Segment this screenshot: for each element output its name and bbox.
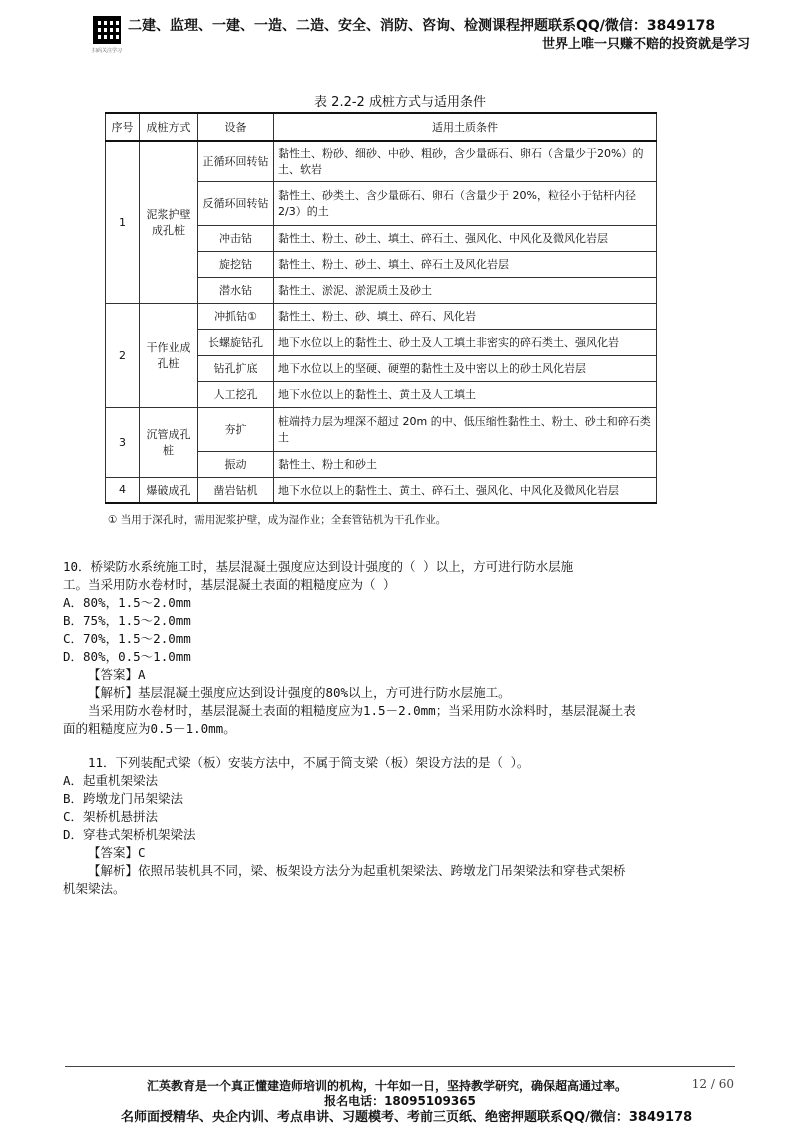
q11-option-b: B．跨墩龙门吊架梁法: [63, 791, 184, 806]
table-row: [106, 477, 657, 503]
equipment-cell: 长螺旋钻孔: [198, 329, 274, 355]
pile-method-table: [105, 112, 657, 504]
table-row: [106, 407, 657, 451]
q11-answer: 【答案】C: [88, 845, 146, 860]
equipment-cell: 潜水钻: [198, 277, 274, 303]
header-equipment: 设备: [198, 113, 274, 141]
table-title: 表 2.2-2 成桩方式与适用条件: [314, 95, 486, 110]
group-method: 沉管成孔桩: [140, 407, 198, 477]
qr-code-icon: [93, 16, 121, 44]
equipment-cell: 正循环回转钻: [198, 141, 274, 181]
group-method: 爆破成孔: [140, 477, 198, 503]
header-condition: 适用土质条件: [274, 113, 657, 141]
condition-cell: 黏性土、砂类土、含少量砾石、卵石（含量少于 20%，粒径小于钻杆内径 2/3）的土: [274, 181, 657, 225]
condition-cell: 黏性土、粉土、砂土、填土、碎石土、强风化、中风化及微风化岩层: [274, 225, 657, 251]
q10-analysis-line3: 面的粗糙度应为0.5－1.0mm。: [63, 721, 236, 736]
footer-divider: [65, 1066, 735, 1067]
equipment-cell: 振动: [198, 451, 274, 477]
q10-stem-line2: 工。当采用防水卷材时，基层混凝土表面的粗糙度应为（ ）: [63, 577, 396, 592]
page-number: 12 / 60: [691, 1077, 734, 1091]
q11-stem: 11．下列装配式梁（板）安装方法中，不属于简支梁（板）架设方法的是（ ）。: [88, 755, 530, 770]
condition-cell: 黏性土、淤泥、淤泥质土及砂土: [274, 277, 657, 303]
table-row: [106, 141, 657, 181]
q10-analysis-line2: 当采用防水卷材时，基层混凝土表面的粗糙度应为1.5－2.0mm；当采用防水涂料时，基层混凝土表: [88, 703, 636, 718]
header-method: 成桩方式: [140, 113, 198, 141]
equipment-cell: 人工挖孔: [198, 381, 274, 407]
q10-option-b: B．75%，1.5～2.0mm: [63, 613, 191, 628]
header-slogan: 世界上唯一只赚不赔的投资就是学习: [541, 37, 750, 52]
page-header: [0, 0, 800, 62]
equipment-cell: 冲抓钻①: [198, 303, 274, 329]
header-contact-line: 二建、监理、一建、一造、二造、安全、消防、咨询、检测课程押题联系QQ/微信：3849178: [128, 18, 716, 34]
equipment-cell: 冲击钻: [198, 225, 274, 251]
equipment-cell: 凿岩钻机: [198, 477, 274, 503]
q10-analysis-line1: 【解析】基层混凝土强度应达到设计强度的80%以上，方可进行防水层施工。: [88, 685, 511, 700]
table-row: [106, 303, 657, 329]
q10-answer: 【答案】A: [88, 667, 146, 682]
footer-contact-line: 名师面授精华、央企内训、考点串讲、习题模考、考前三页纸、绝密押题联系QQ/微信：3849178: [121, 1110, 693, 1125]
equipment-cell: 反循环回转钻: [198, 181, 274, 225]
q10-option-c: C．70%，1.5～2.0mm: [63, 631, 191, 646]
equipment-cell: 旋挖钻: [198, 251, 274, 277]
q11-analysis-line2: 机架梁法。: [63, 881, 126, 896]
table-header-row: [106, 113, 657, 141]
q11-analysis-line1: 【解析】依照吊装机具不同，梁、板架设方法分为起重机架梁法、跨墩龙门吊架梁法和穿巷式架桥: [88, 863, 626, 878]
group-no: 4: [106, 477, 140, 503]
footer-slogan: 汇英教育是一个真正懂建造师培训的机构，十年如一日，坚持教学研究，确保超高通过率。: [147, 1079, 628, 1093]
group-no: 3: [106, 407, 140, 477]
condition-cell: 黏性土、粉砂、细砂、中砂、粗砂，含少量砾石、卵石（含量少于20%）的土、软岩: [274, 141, 657, 181]
question-section: [63, 558, 743, 898]
q10-stem-line1: 10．桥梁防水系统施工时，基层混凝土强度应达到设计强度的（ ）以上，方可进行防水层施: [63, 559, 574, 574]
condition-cell: 地下水位以上的黏性土、黄土及人工填土: [274, 381, 657, 407]
condition-cell: 黏性土、粉土和砂土: [274, 451, 657, 477]
condition-cell: 黏性土、粉土、砂土、填土、碎石土及风化岩层: [274, 251, 657, 277]
condition-cell: 地下水位以上的黏性土、砂土及人工填土非密实的碎石类土、强风化岩: [274, 329, 657, 355]
equipment-cell: 钻孔扩底: [198, 355, 274, 381]
group-method: 泥浆护壁成孔桩: [140, 141, 198, 303]
condition-cell: 地下水位以上的坚硬、硬塑的黏性土及中密以上的砂土风化岩层: [274, 355, 657, 381]
group-no: 1: [106, 141, 140, 303]
q10-option-d: D．80%，0.5～1.0mm: [63, 649, 191, 664]
q11-option-c: C．架桥机悬拼法: [63, 809, 159, 824]
condition-cell: 地下水位以上的黏性土、黄土、碎石土、强风化、中风化及微风化岩层: [274, 477, 657, 503]
q11-option-d: D．穿巷式架桥机架梁法: [63, 827, 196, 842]
condition-cell: 桩端持力层为埋深不超过 20m 的中、低压缩性黏性土、粉土、砂土和碎石类土: [274, 407, 657, 451]
qr-caption: 扫码关注学习: [92, 48, 123, 54]
q10-option-a: A．80%，1.5～2.0mm: [63, 595, 191, 610]
header-no: 序号: [106, 113, 140, 141]
equipment-cell: 夯扩: [198, 407, 274, 451]
table-footnote: ① 当用于深孔时，需用泥浆护壁，成为湿作业；全套管钻机为干孔作业。: [108, 514, 447, 526]
group-method: 干作业成孔桩: [140, 303, 198, 407]
condition-cell: 黏性土、粉土、砂、填土、碎石、风化岩: [274, 303, 657, 329]
q11-option-a: A．起重机架梁法: [63, 773, 159, 788]
footer-phone: 报名电话：18095109365: [324, 1094, 476, 1108]
group-no: 2: [106, 303, 140, 407]
